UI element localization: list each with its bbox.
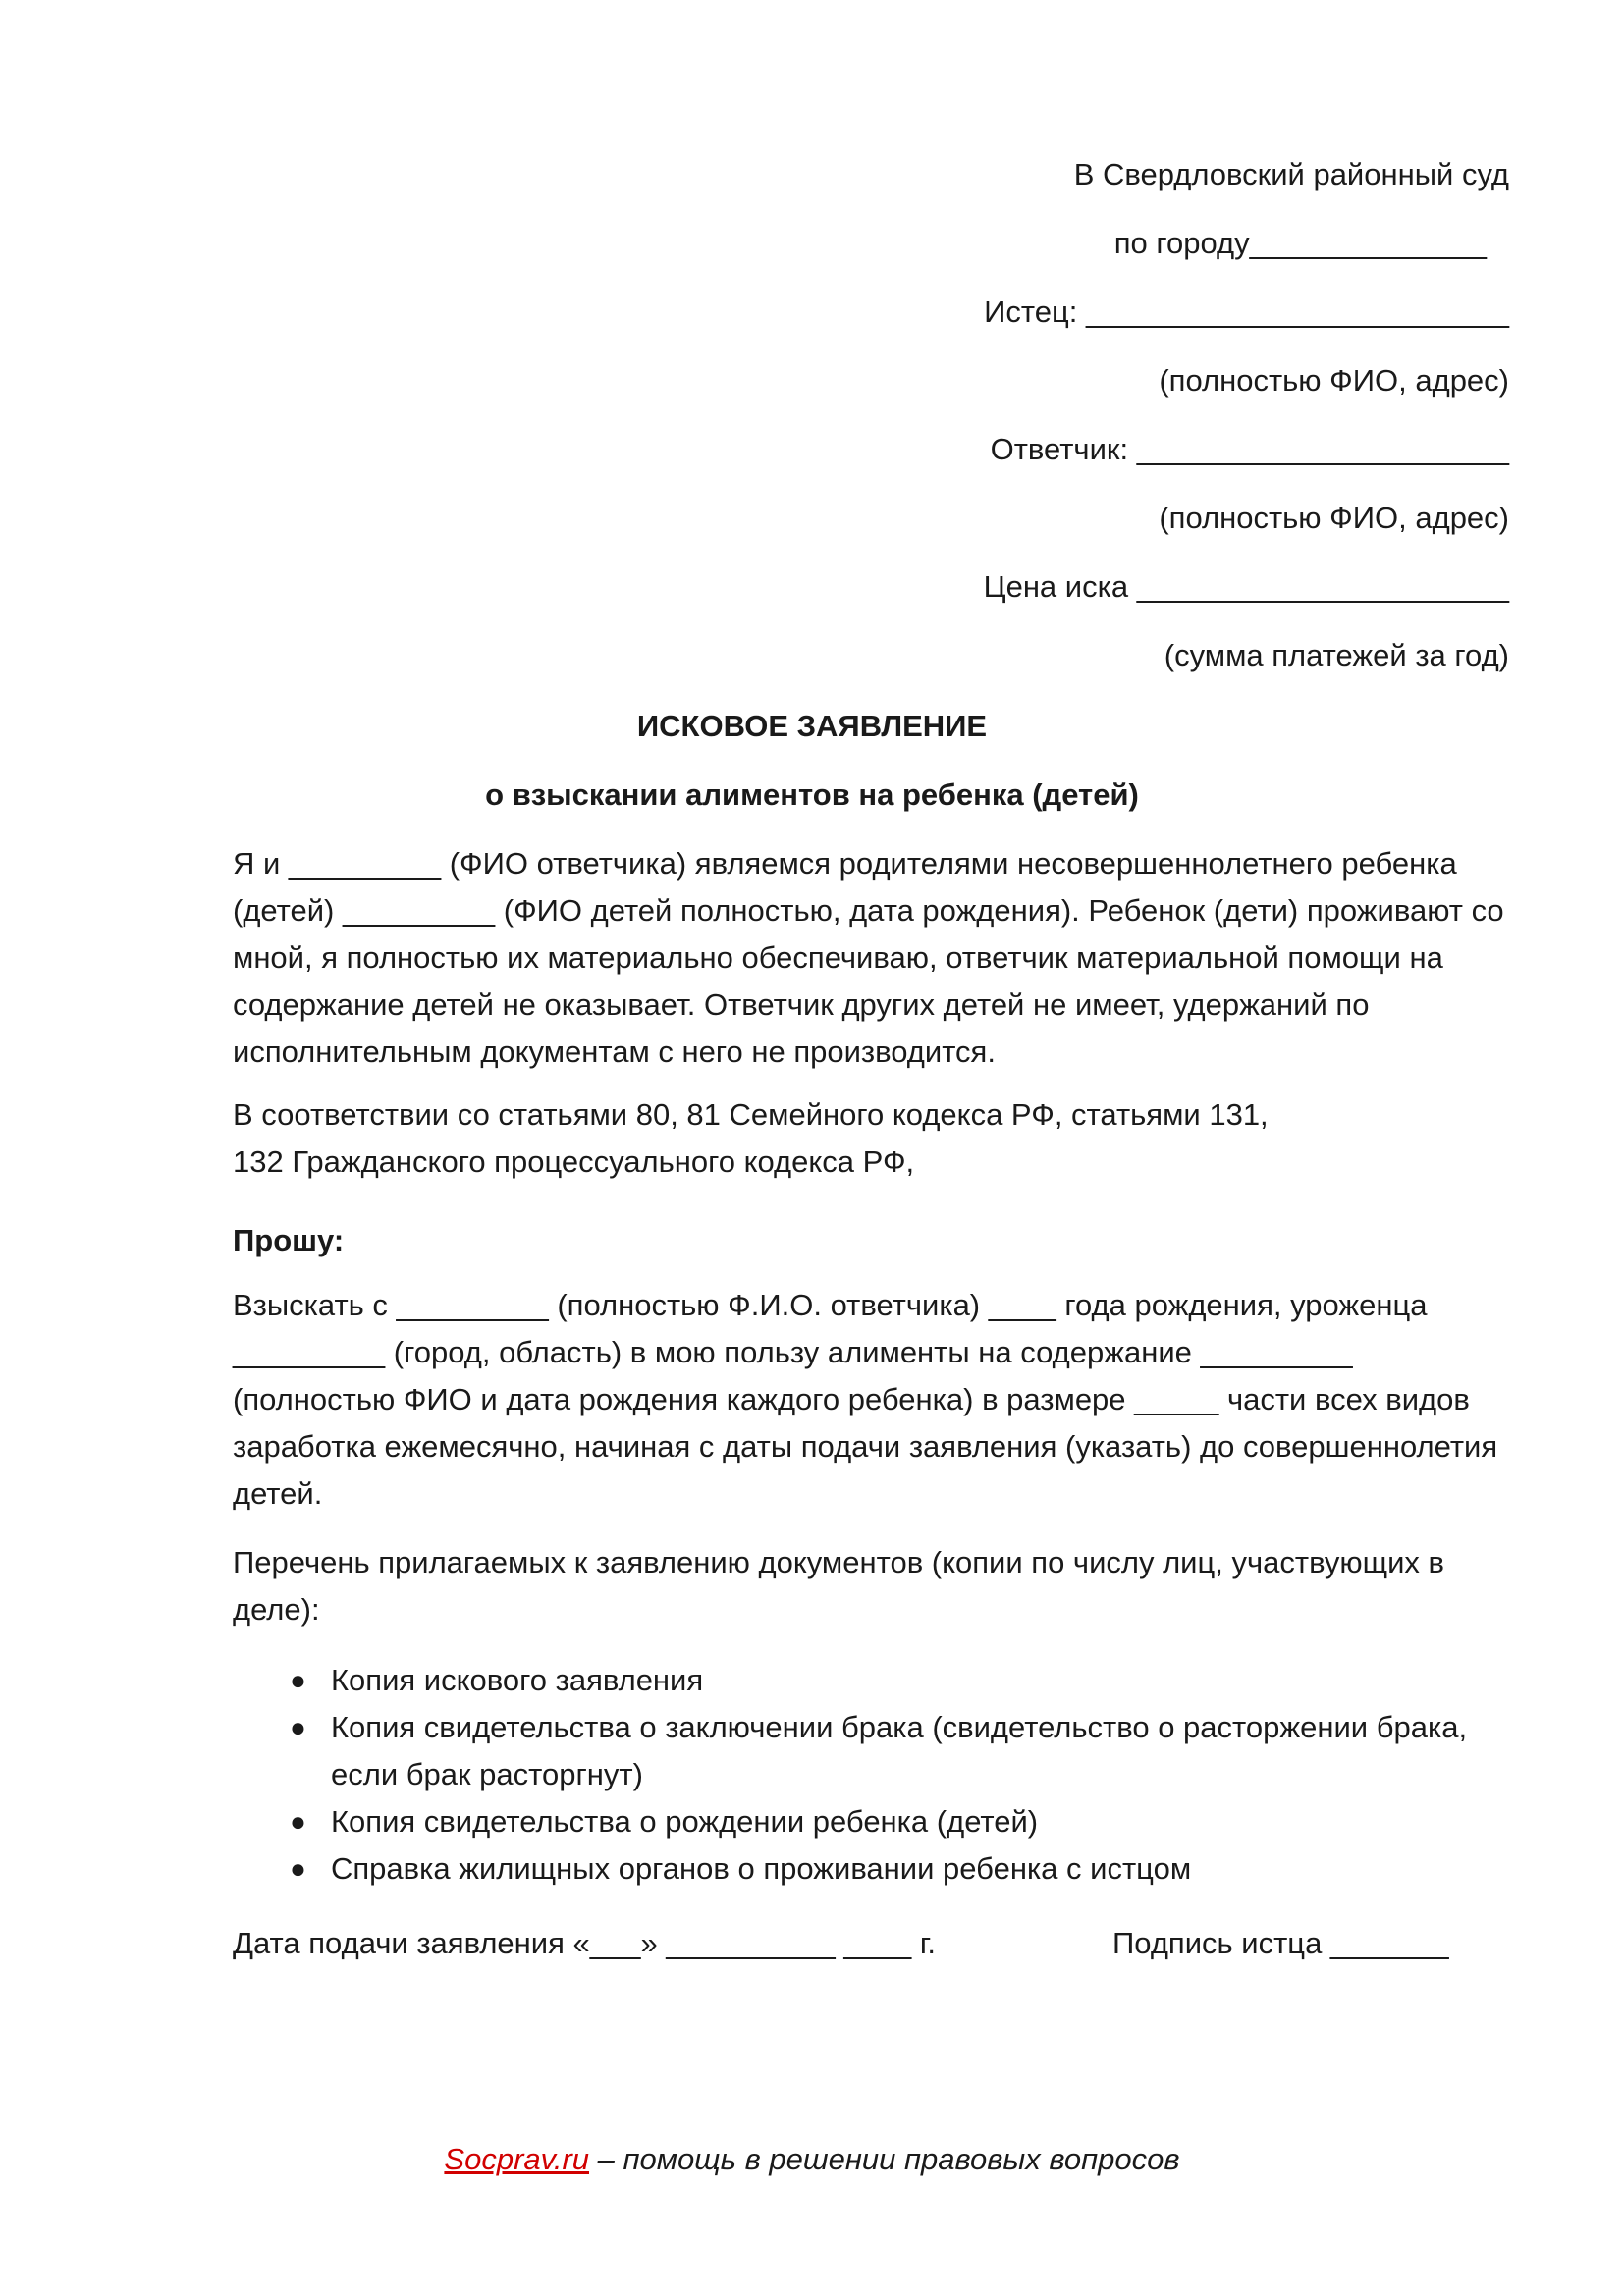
plaintiff-note: (полностью ФИО, адрес) xyxy=(1159,363,1509,398)
list-item: ● Копия свидетельства о заключении брака (свидетельство о расторжении брака, если брак расторгнут) xyxy=(233,1704,1509,1798)
paragraph-parents: Я и _________ (ФИО ответчика) являемся родителями несовершеннолетнего ребенка (детей) _________ (ФИО детей полностью, дата рождения). Ребенок (дети) проживают со мной, я полностью их материально обеспечиваю, ответчик материальной помощи на содержание детей не оказывает. Ответчик других детей не имеет, удержаний по исполнительным документам с него не производится. xyxy=(233,846,1513,1069)
attachments-list xyxy=(233,1657,1509,1893)
plaintiff-field: Истец: _________________________ xyxy=(984,294,1509,329)
request-label: Прошу: xyxy=(233,1223,345,1257)
submission-date: Дата подачи заявления «___» __________ ____ г. xyxy=(233,1926,937,1960)
list-item: ● Копия искового заявления xyxy=(233,1657,1509,1704)
site-link[interactable]: Socprav.ru xyxy=(444,2142,590,2176)
footer xyxy=(0,2140,1624,2179)
court-name: В Свердловский районный суд xyxy=(1073,157,1509,191)
claim-price-note: (сумма платежей за год) xyxy=(1164,638,1509,672)
claim-price-field: Цена иска ______________________ xyxy=(983,569,1509,604)
paragraph-legal-basis: В соответствии со статьями 80, 81 Семейного кодекса РФ, статьями 131, 132 Гражданского процессуального кодекса РФ, xyxy=(233,1097,1269,1179)
paragraph-request: Взыскать с _________ (полностью Ф.И.О. ответчика) ____ года рождения, уроженца _________ (город, область) в мою пользу алименты на содержание _________ (полностью ФИО и дата рождения каждого ребенка) в размере _____ части всех видов заработка ежемесячно, начиная с даты подачи заявления (указать) до совершеннолетия детей. xyxy=(233,1288,1506,1511)
document-subtitle: о взыскании алиментов на ребенка (детей) xyxy=(485,777,1139,812)
city-field: по городу______________ xyxy=(1113,226,1487,260)
document-title: ИСКОВОЕ ЗАЯВЛЕНИЕ xyxy=(636,709,988,743)
footer-tagline: – помощь в решении правовых вопросов xyxy=(589,2142,1180,2176)
bullet-icon: ● xyxy=(290,1665,306,1695)
list-item: ● Справка жилищных органов о проживании ребенка с истцом xyxy=(233,1845,1509,1893)
bullet-icon: ● xyxy=(290,1806,306,1837)
defendant-field: Ответчик: ______________________ xyxy=(990,432,1509,466)
list-item: ● Копия свидетельства о рождении ребенка (детей) xyxy=(233,1798,1509,1845)
bullet-icon: ● xyxy=(290,1712,306,1742)
bullet-icon: ● xyxy=(290,1853,306,1884)
paragraph-attachments: Перечень прилагаемых к заявлению документов (копии по числу лиц, участвующих в деле): xyxy=(233,1545,1453,1627)
plaintiff-signature: Подпись истца _______ xyxy=(1112,1926,1449,1960)
defendant-note: (полностью ФИО, адрес) xyxy=(1159,501,1509,535)
